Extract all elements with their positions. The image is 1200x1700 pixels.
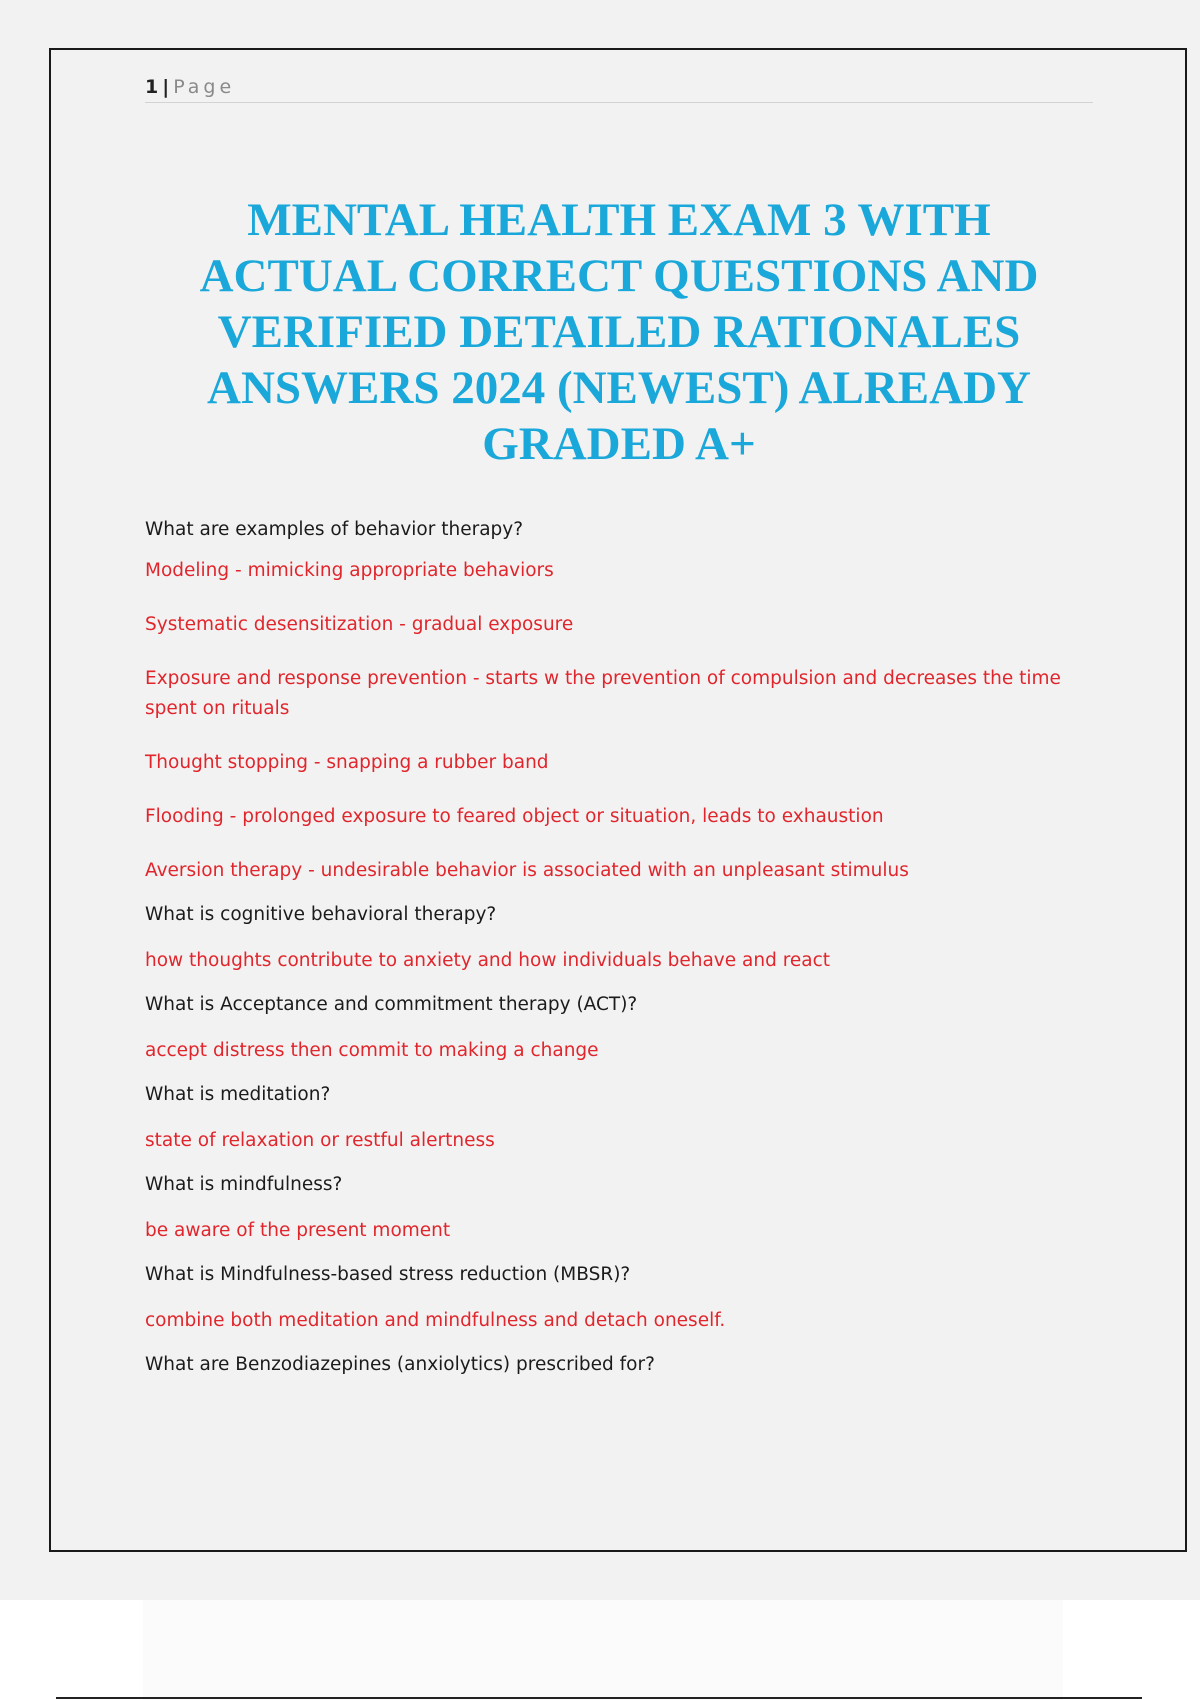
answer-thought-stopping: Thought stopping - snapping a rubber band <box>145 752 549 773</box>
question-benzodiazepines: What are Benzodiazepines (anxiolytics) prescribed for? <box>145 1354 655 1375</box>
page-label: Page <box>173 76 236 98</box>
answer-act: accept distress then commit to making a change <box>145 1040 599 1061</box>
question-cbt: What is cognitive behavioral therapy? <box>145 904 497 925</box>
answer-flooding: Flooding - prolonged exposure to feared object or situation, leads to exhaustion <box>145 806 884 827</box>
page-header <box>145 74 1093 103</box>
qa-list <box>145 515 1105 1380</box>
answer-meditation: state of relaxation or restful alertness <box>145 1130 495 1151</box>
page-separator: | <box>162 76 170 98</box>
answer-modeling: Modeling - mimicking appropriate behaviors <box>145 560 554 581</box>
document-page <box>49 48 1187 1552</box>
question-meditation: What is meditation? <box>145 1084 331 1105</box>
answer-systematic-desensitization: Systematic desensitization - gradual exposure <box>145 614 574 635</box>
question-act: What is Acceptance and commitment therapy (ACT)? <box>145 994 638 1015</box>
answer-mbsr: combine both meditation and mindfulness and detach oneself. <box>145 1310 726 1331</box>
page-number: 1 <box>145 76 159 98</box>
document-title: MENTAL HEALTH EXAM 3 WITH ACTUAL CORRECT QUESTIONS AND VERIFIED DETAILED RATIONALES ANSWERS 2024 (NEWEST) ALREADY GRADED A+ <box>199 194 1039 470</box>
answer-cbt: how thoughts contribute to anxiety and how individuals behave and react <box>145 950 831 971</box>
next-page-strip <box>0 1600 1200 1700</box>
question-mbsr: What is Mindfulness-based stress reduction (MBSR)? <box>145 1264 631 1285</box>
bottom-divider <box>56 1697 1142 1699</box>
answer-mindfulness: be aware of the present moment <box>145 1220 451 1241</box>
question-behavior-therapy: What are examples of behavior therapy? <box>145 519 524 540</box>
answer-aversion-therapy: Aversion therapy - undesirable behavior is associated with an unpleasant stimulus <box>145 860 909 881</box>
question-mindfulness: What is mindfulness? <box>145 1174 343 1195</box>
next-page-content-area <box>143 1600 1063 1700</box>
answer-exposure-response-prevention: Exposure and response prevention - starts w the prevention of compulsion and decreases the time spent on rituals <box>145 668 1061 719</box>
